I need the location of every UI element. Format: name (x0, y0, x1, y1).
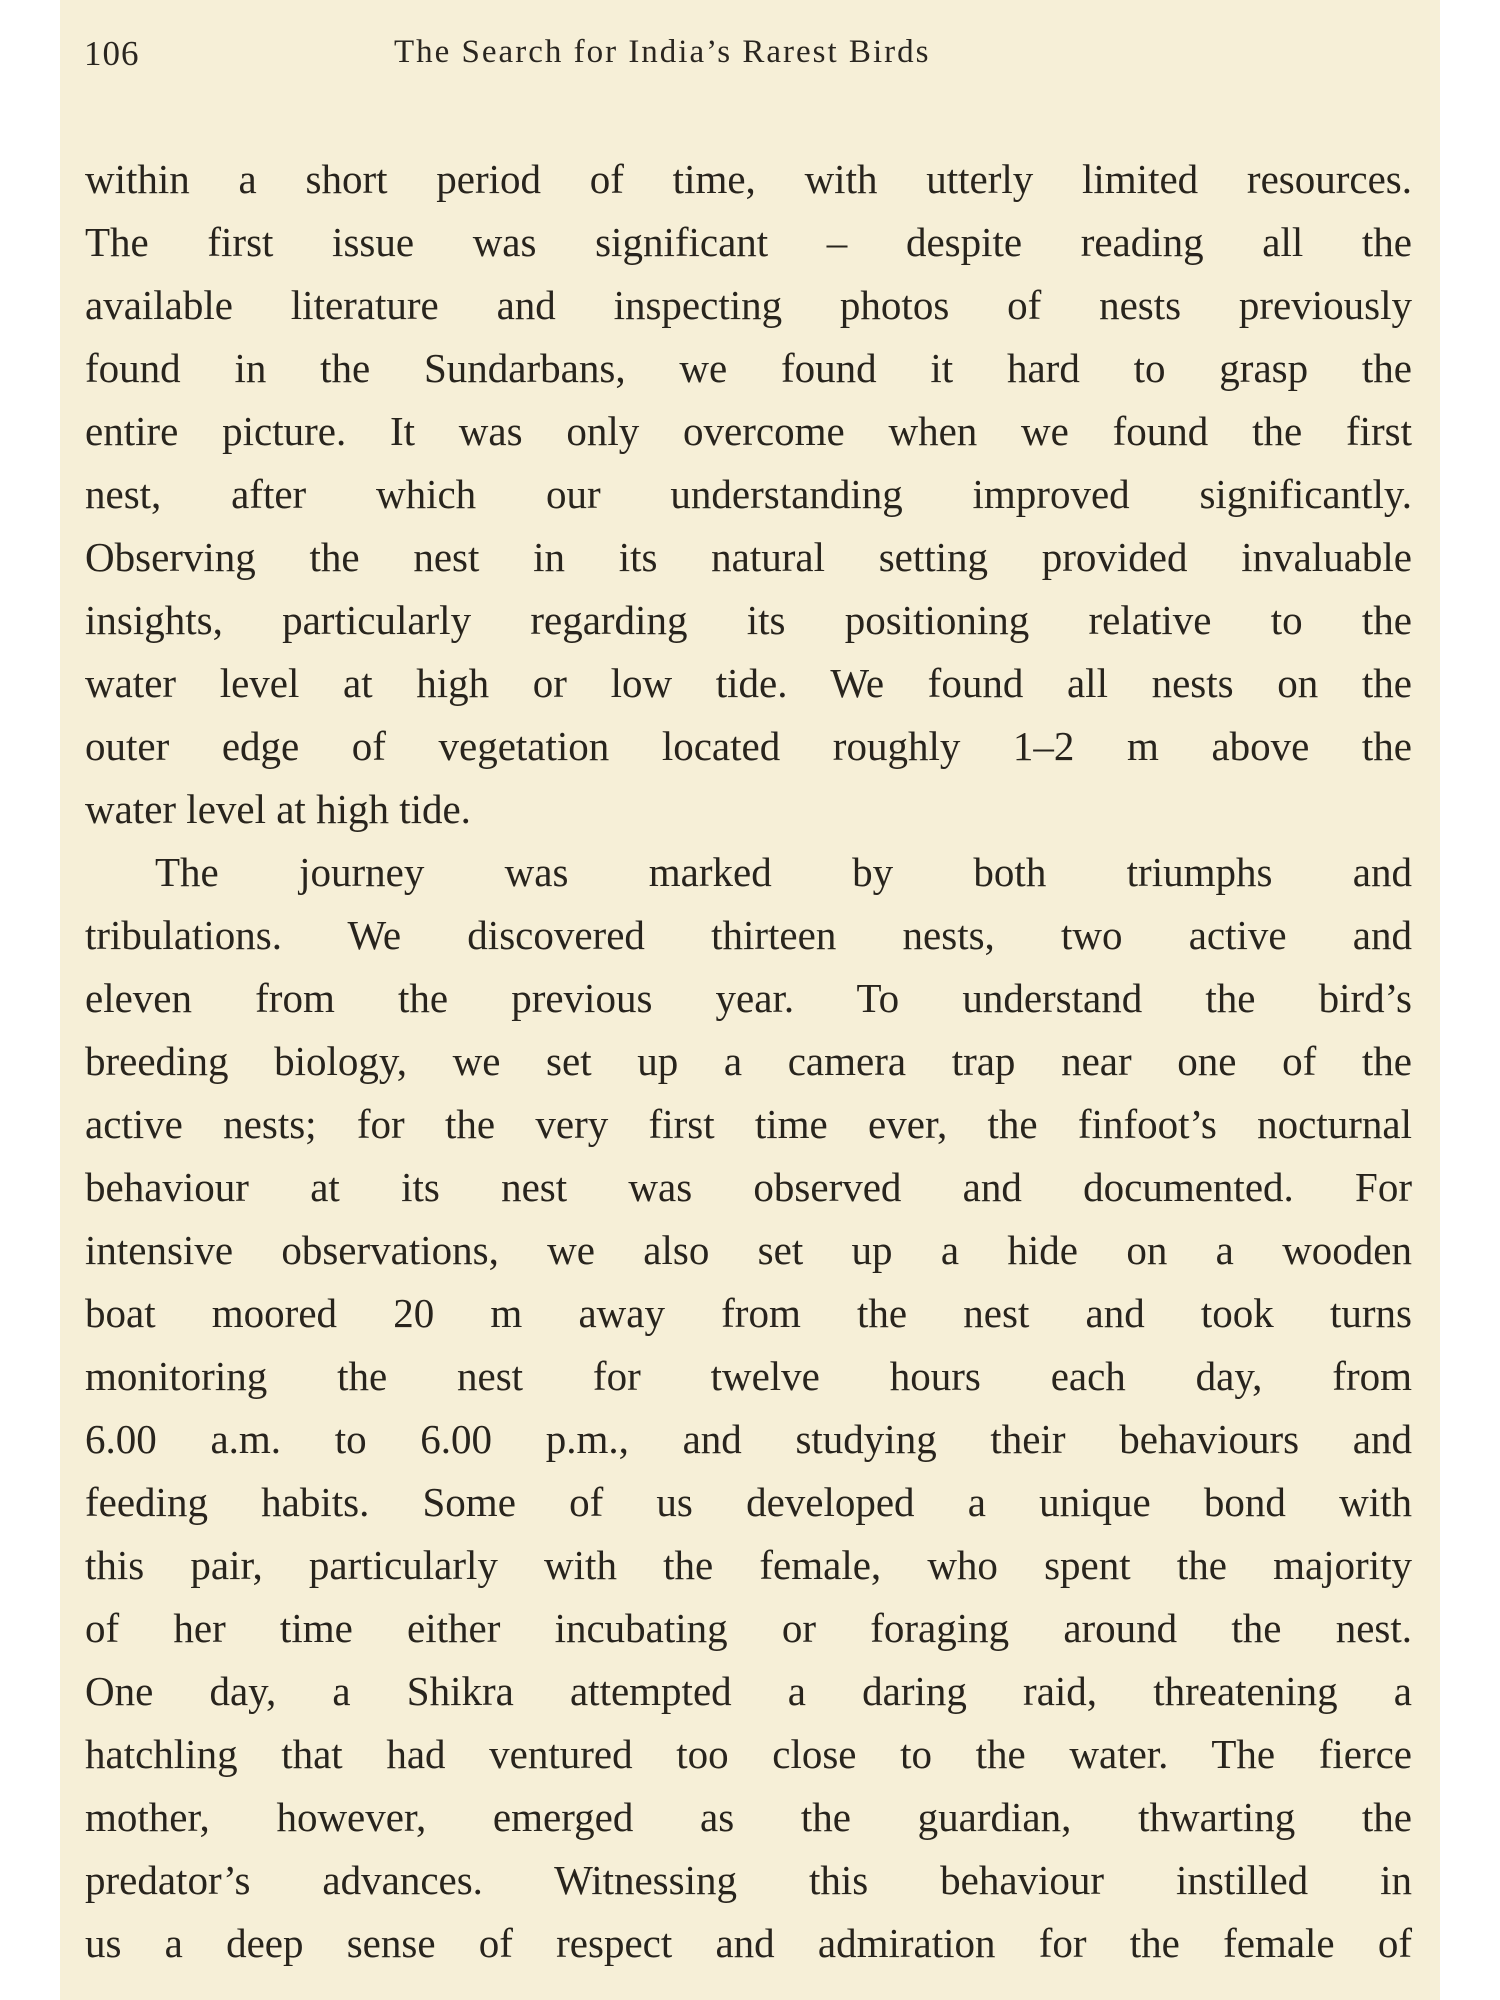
text-line: The first issue was significant – despite reading all the (85, 219, 1412, 265)
body-text (85, 148, 1412, 1975)
text-line: tribulations. We discovered thirteen nests, two active and (85, 912, 1412, 958)
text-line: entire picture. It was only overcome when we found the first (85, 408, 1412, 454)
text-line: intensive observations, we also set up a hide on a wooden (85, 1227, 1412, 1273)
text-line: available literature and inspecting photos of nests previously (85, 282, 1412, 328)
text-line: The journey was marked by both triumphs and (155, 849, 1412, 895)
paragraph-2 (85, 841, 1412, 1975)
text-line: us a deep sense of respect and admiration for the female of (85, 1920, 1412, 1966)
text-line: behaviour at its nest was observed and documented. For (85, 1164, 1412, 1210)
text-line: nest, after which our understanding improved significantly. (85, 471, 1412, 517)
text-line: feeding habits. Some of us developed a unique bond with (85, 1479, 1412, 1525)
text-line: of her time either incubating or foraging around the nest. (85, 1605, 1412, 1651)
text-line: predator’s advances. Witnessing this behaviour instilled in (85, 1857, 1412, 1903)
running-title: The Search for India’s Rarest Birds (394, 34, 931, 70)
text-line: found in the Sundarbans, we found it hard to grasp the (85, 345, 1412, 391)
text-line: mother, however, emerged as the guardian, thwarting the (85, 1794, 1412, 1840)
text-line: boat moored 20 m away from the nest and took turns (85, 1290, 1412, 1336)
text-line: hatchling that had ventured too close to the water. The fierce (85, 1731, 1412, 1777)
text-line: Observing the nest in its natural setting provided invaluable (85, 534, 1412, 580)
text-line: eleven from the previous year. To understand the bird’s (85, 975, 1412, 1021)
text-line: insights, particularly regarding its positioning relative to the (85, 597, 1412, 643)
text-line: One day, a Shikra attempted a daring raid, threatening a (85, 1668, 1412, 1714)
text-line: water level at high or low tide. We found all nests on the (85, 660, 1412, 706)
text-line: breeding biology, we set up a camera trap near one of the (85, 1038, 1412, 1084)
text-line: 6.00 a.m. to 6.00 p.m., and studying their behaviours and (85, 1416, 1412, 1462)
book-page (60, 0, 1440, 2000)
text-line: within a short period of time, with utterly limited resources. (85, 156, 1412, 202)
text-line: outer edge of vegetation located roughly 1–2 m above the (85, 723, 1412, 769)
text-line: active nests; for the very first time ever, the finfoot’s nocturnal (85, 1101, 1412, 1147)
page-number: 106 (84, 34, 140, 73)
text-line: water level at high tide. (85, 786, 471, 832)
page-header (84, 34, 1414, 84)
text-line: monitoring the nest for twelve hours each day, from (85, 1353, 1412, 1399)
paragraph-1 (85, 148, 1412, 841)
text-line: this pair, particularly with the female, who spent the majority (85, 1542, 1412, 1588)
